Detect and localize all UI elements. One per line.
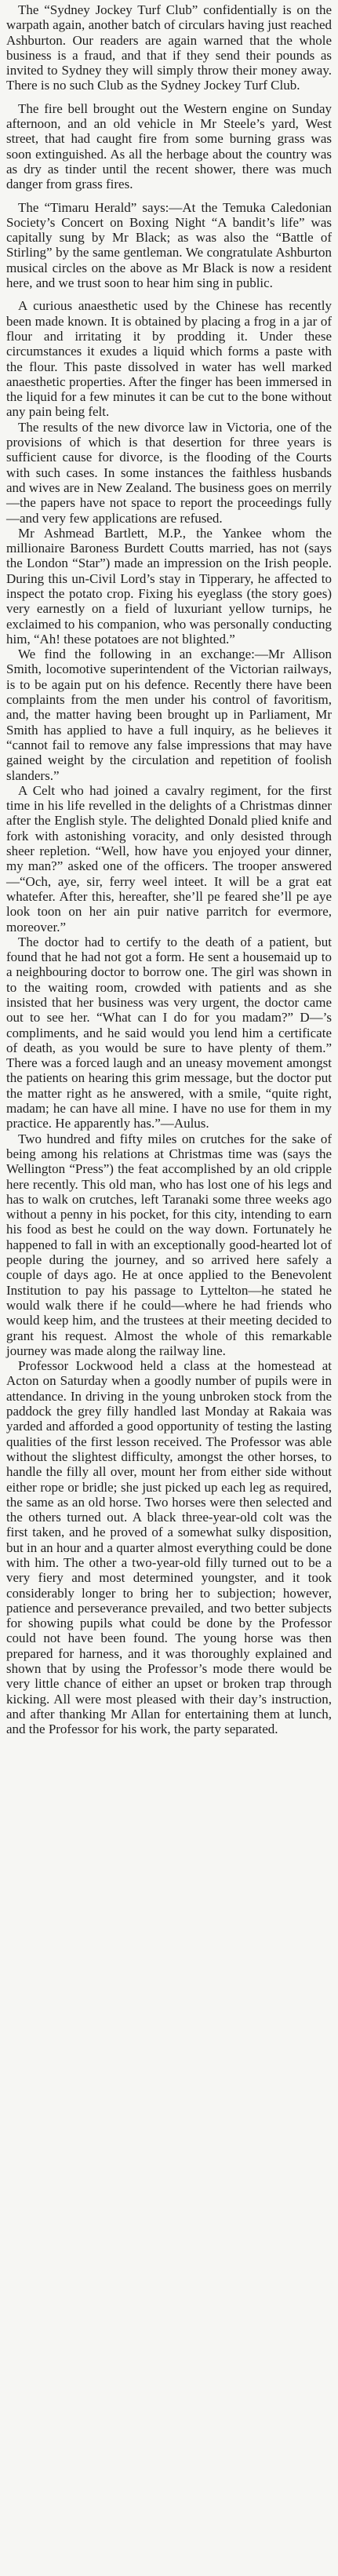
paragraph-allison-smith: We find the following in an exchange:—Mr Allison Smith, locomotive superintendent of the Victorian railways, is to be again put on his defence. Recently there have been complaints from the men under his control of favoritism, and, the matter having been brought up in Parliament, Mr Smith has applied to have a full inquiry, as he believes it “cannot fail to remove any false impressions that may have gained weight by the circulation and repetition of foolish slanders.” — [6, 647, 332, 783]
paragraph-doctor-certificate: The doctor had to certify to the death of a patient, but found that he had not got a form. He sent a housemaid up to a neighbouring doctor to borrow one. The girl was shown in to the waiting room, crowded with patients and as she insisted that her business was very urgent, the doctor came out to see her. “What can I do for you madam?” D—’s compliments, and he said would you lend him a certificate of death, as you would be sure to have plenty of them.” There was a forced laugh and an uneasy movement amongst the patients on hearing this grim message, but the doctor put the matter right as he answered, with a smile, “quite right, madam; he can have all mine. I have no use for them in my practice. He apparently has.”—Aulus. — [6, 934, 332, 1131]
paragraph-ashmead-bartlett: Mr Ashmead Bartlett, M.P., the Yankee whom the millionaire Baroness Burdett Coutts married, has not (says the London “Star”) made an impression on the Irish people. During this un-Civil Lord’s stay in Tipperary, he affected to inspect the potato crop. Fixing his eyeglass (the story goes) very earnestly on a field of luxuriant yellow turnips, he exclaimed to his companion, who was personally conducting him, “Ah! these potatoes are not blighted.” — [6, 525, 332, 647]
paragraph-fire-bell: The fire bell brought out the Western engine on Sunday afternoon, and an old vehicle in Mr Steele’s yard, West street, that had caught fire from some burning grass was soon extinguished. As all the herbage about the country was as dry as tinder until the recent shower, there was much danger from grass fires. — [6, 100, 332, 192]
paragraph-timaru-herald: The “Timaru Herald” says:—At the Temuka Caledonian Society’s Concert on Boxing Night “A bandit’s life” was capitally sung by Mr Black; as was also the “Battle of Stirling” by the same gentleman. We congratulate Ashburton musical circles on the above as Mr Black is now a resident here, and we trust soon to hear him sing in public. — [6, 199, 332, 291]
paragraph-celt-christmas-dinner: A Celt who had joined a cavalry regiment, for the first time in his life revelled in the delights of a Christmas dinner after the English style. The delighted Donald plied knife and fork with astonishing voracity, and only desisted through sheer repletion. “Well, how have you enjoyed your dinner, my man?” asked one of the officers. The trooper answered—“Och, aye, sir, ferry weel inteet. It will be a grat eat whatefer. After this, hereafter, she’ll pe feared she’ll pe aye look toon on her ain puir native parritch for evermore, moreover.” — [6, 782, 332, 935]
paragraph-sydney-jockey-turf-club: The “Sydney Jockey Turf Club” confidentially is on the warpath again, another batch of circulars having just reached Ashburton. Our readers are again warned that the whole business is a fraud, and that if they send their pounds as invited to Sydney they will simply throw their money away. There is no such Club as the Sydney Jockey Turf Club. — [6, 2, 332, 93]
paragraph-cripple-journey: Two hundred and fifty miles on crutches for the sake of being among his relations at Christmas time was (says the Wellington “Press”) the feat accomplished by an old cripple here recently. This old man, who has lost one of his legs and has to walk on crutches, left Taranaki some three weeks ago without a penny in his pocket, for this city, intending to earn his food as best he could on the way down. Fortunately he happened to fall in with an exceptionally good-hearted lot of people during the journey, and so arrived here safely a couple of days ago. He at once applied to the Benevolent Institution to pay his passage to Lyttelton—he stated he would walk there if he could—where he had friends who would keep him, and the trustees at their meeting decided to grant his request. Almost the whole of this remarkable journey was made along the railway line. — [6, 1131, 332, 1358]
paragraph-chinese-anaesthetic: A curious anaesthetic used by the Chinese has recently been made known. It is obtained by placing a frog in a jar of flour and irritating it by prodding it. Under these circumstances it exudes a liquid which forms a paste with the flour. This paste dissolved in water has well marked anaesthetic properties. After the finger has been immersed in the liquid for a few minutes it can be cut to the bone without any pain being felt. — [6, 298, 332, 420]
paragraph-divorce-law: The results of the new divorce law in Victoria, one of the provisions of which is that desertion for three years is sufficient cause for divorce, is the flooding of the Courts with such cases. In some instances the faithless husbands and wives are in New Zealand. The business goes on merrily—the papers have not space to report the proceedings fully—and very few applications are refused. — [6, 419, 332, 526]
paragraph-professor-lockwood: Professor Lockwood held a class at the homestead at Acton on Saturday when a goodly number of pupils were in attendance. In driving in the young unbroken stock from the paddock the grey filly handled last Monday at Rakaia was yarded and afforded a good opportunity of testing the lasting qualities of the first lesson received. The Professor was able without the slightest difficulty, amongst the other horses, to handle the filly all over, mount her from either side without either rope or bridle; she just picked up each leg as required, the same as an old horse. Two horses were then selected and the others turned out. A black three-year-old colt was the first taken, and he proved of a somewhat sulky disposition, but in an hour and a quarter almost everything could be done with him. The other a two-year-old filly turned out to be a very fiery and most determined youngster, and it took considerably longer to bring her to subjection; however, patience and perseverance prevailed, and two better subjects for showing pupils what could be done by the Professor could not have been found. The young horse was then prepared for harness, and it was thoroughly explained and shown that by using the Professor’s mode there would be very little chance of either an upset or broken trap through kicking. All were most pleased with their day’s instruction, and after thanking Mr Allan for entertaining them at lunch, and the Professor for his work, the party separated. — [6, 1358, 332, 1737]
